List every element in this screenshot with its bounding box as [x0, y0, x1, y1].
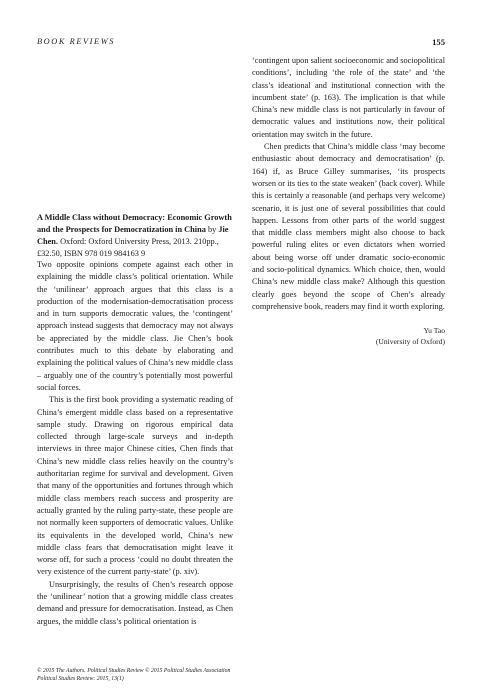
page-footer — [37, 667, 457, 683]
running-head — [37, 37, 448, 49]
paragraph: ‘contingent upon salient socioeconomic and sociopolitical conditions’, including ‘the role of the state’ and ‘the class’s ideational and institutional connection with the incumbent state’ (p. 163). The implication is that while China’s new middle class is not particularly in favour of democratic values and institutions now, their political orientation may switch in the future. — [252, 56, 445, 139]
reviewer-signature — [252, 326, 445, 347]
review-header — [37, 212, 233, 260]
reviewer-affiliation: (University of Oxford) — [375, 336, 445, 346]
book-author: Jie Chen. — [37, 225, 229, 246]
by-word: by — [207, 225, 217, 234]
copyright-line: © 2015 The Authors. Political Studies Review © 2015 Political Studies Association — [37, 668, 231, 674]
book-title: A Middle Class without Democracy: Economic Growth and the Prospects for Democratization in China — [37, 213, 232, 234]
page-number: 155 — [432, 37, 445, 47]
running-head-section: BOOK REVIEWS — [37, 37, 115, 46]
bibliographic-info: Oxford: Oxford University Press, 2013. 210pp., £32.50, ISBN 978 019 984163 9 — [37, 237, 219, 258]
reviewer-name: Yu Tao — [423, 326, 445, 336]
paragraph: Chen predicts that China’s middle class ‘may become enthusiastic about democracy and democratisation’ (p. 164) if, as Bruce Gilley summarises, ‘its prospects worsen or its ties to the state weaken’ (back cover). While this is certainly a reasonable (and perhaps very welcome) scenario, it is just one of several possibilities that could happen. Lessons from other parts of the world suggest that middle class members might also choose to back powerful ruling elites or even dictators when worried about being worse off under dramatic socio-economic and socio-political dynamics. Which choice, then, would China’s new middle class make? Although this question clearly goes beyond the scope of Chen’s already comprehensive book, readers may find it worth exploring. — [252, 142, 445, 311]
right-column — [252, 55, 445, 347]
review-title — [37, 212, 233, 260]
paragraph: This is the first book providing a systematic reading of China’s emergent middle class based on a representative sample study. Drawing on rigorous empirical data collected through large-scale surveys and in-depth interviews in three major Chinese cities, Chen finds that China’s new middle class relies heavily on the country’s authoritarian regime for survival and development. Given that many of the opportunities and fortunes through which middle class members reach success and prosperity are actually granted by the ruling party-state, these people are not normally keen supporters of democratic values. Unlike its equivalents in the developed world, China’s new middle class fears that democratisation might leave it worse off, for such a process ‘could no doubt threaten the very existence of the current party-state’ (p. xiv). — [37, 395, 233, 577]
journal-citation: Political Studies Review: 2015, 13(1) — [37, 676, 124, 682]
left-column — [37, 259, 233, 628]
paragraph: Unsurprisingly, the results of Chen’s research oppose the ‘unilinear’ notion that a growing middle class creates demand and pressure for democratisation. Instead, as Chen argues, the middle class’s political orientation is — [37, 579, 233, 626]
paragraph: Two opposite opinions compete against each other in explaining the middle class’s political orientation. While the ‘unilinear’ approach argues that this class is a production of the modernisation-democratisation process and in turn supports democratic values, the ‘contingent’ approach instead suggests that democracy may not always be appreciated by the middle class. Jie Chen’s book contributes much to this debate by elaborating and explaining the political values of China’s new middle class – arguably one of the country’s potentially most powerful social forces. — [37, 260, 233, 392]
